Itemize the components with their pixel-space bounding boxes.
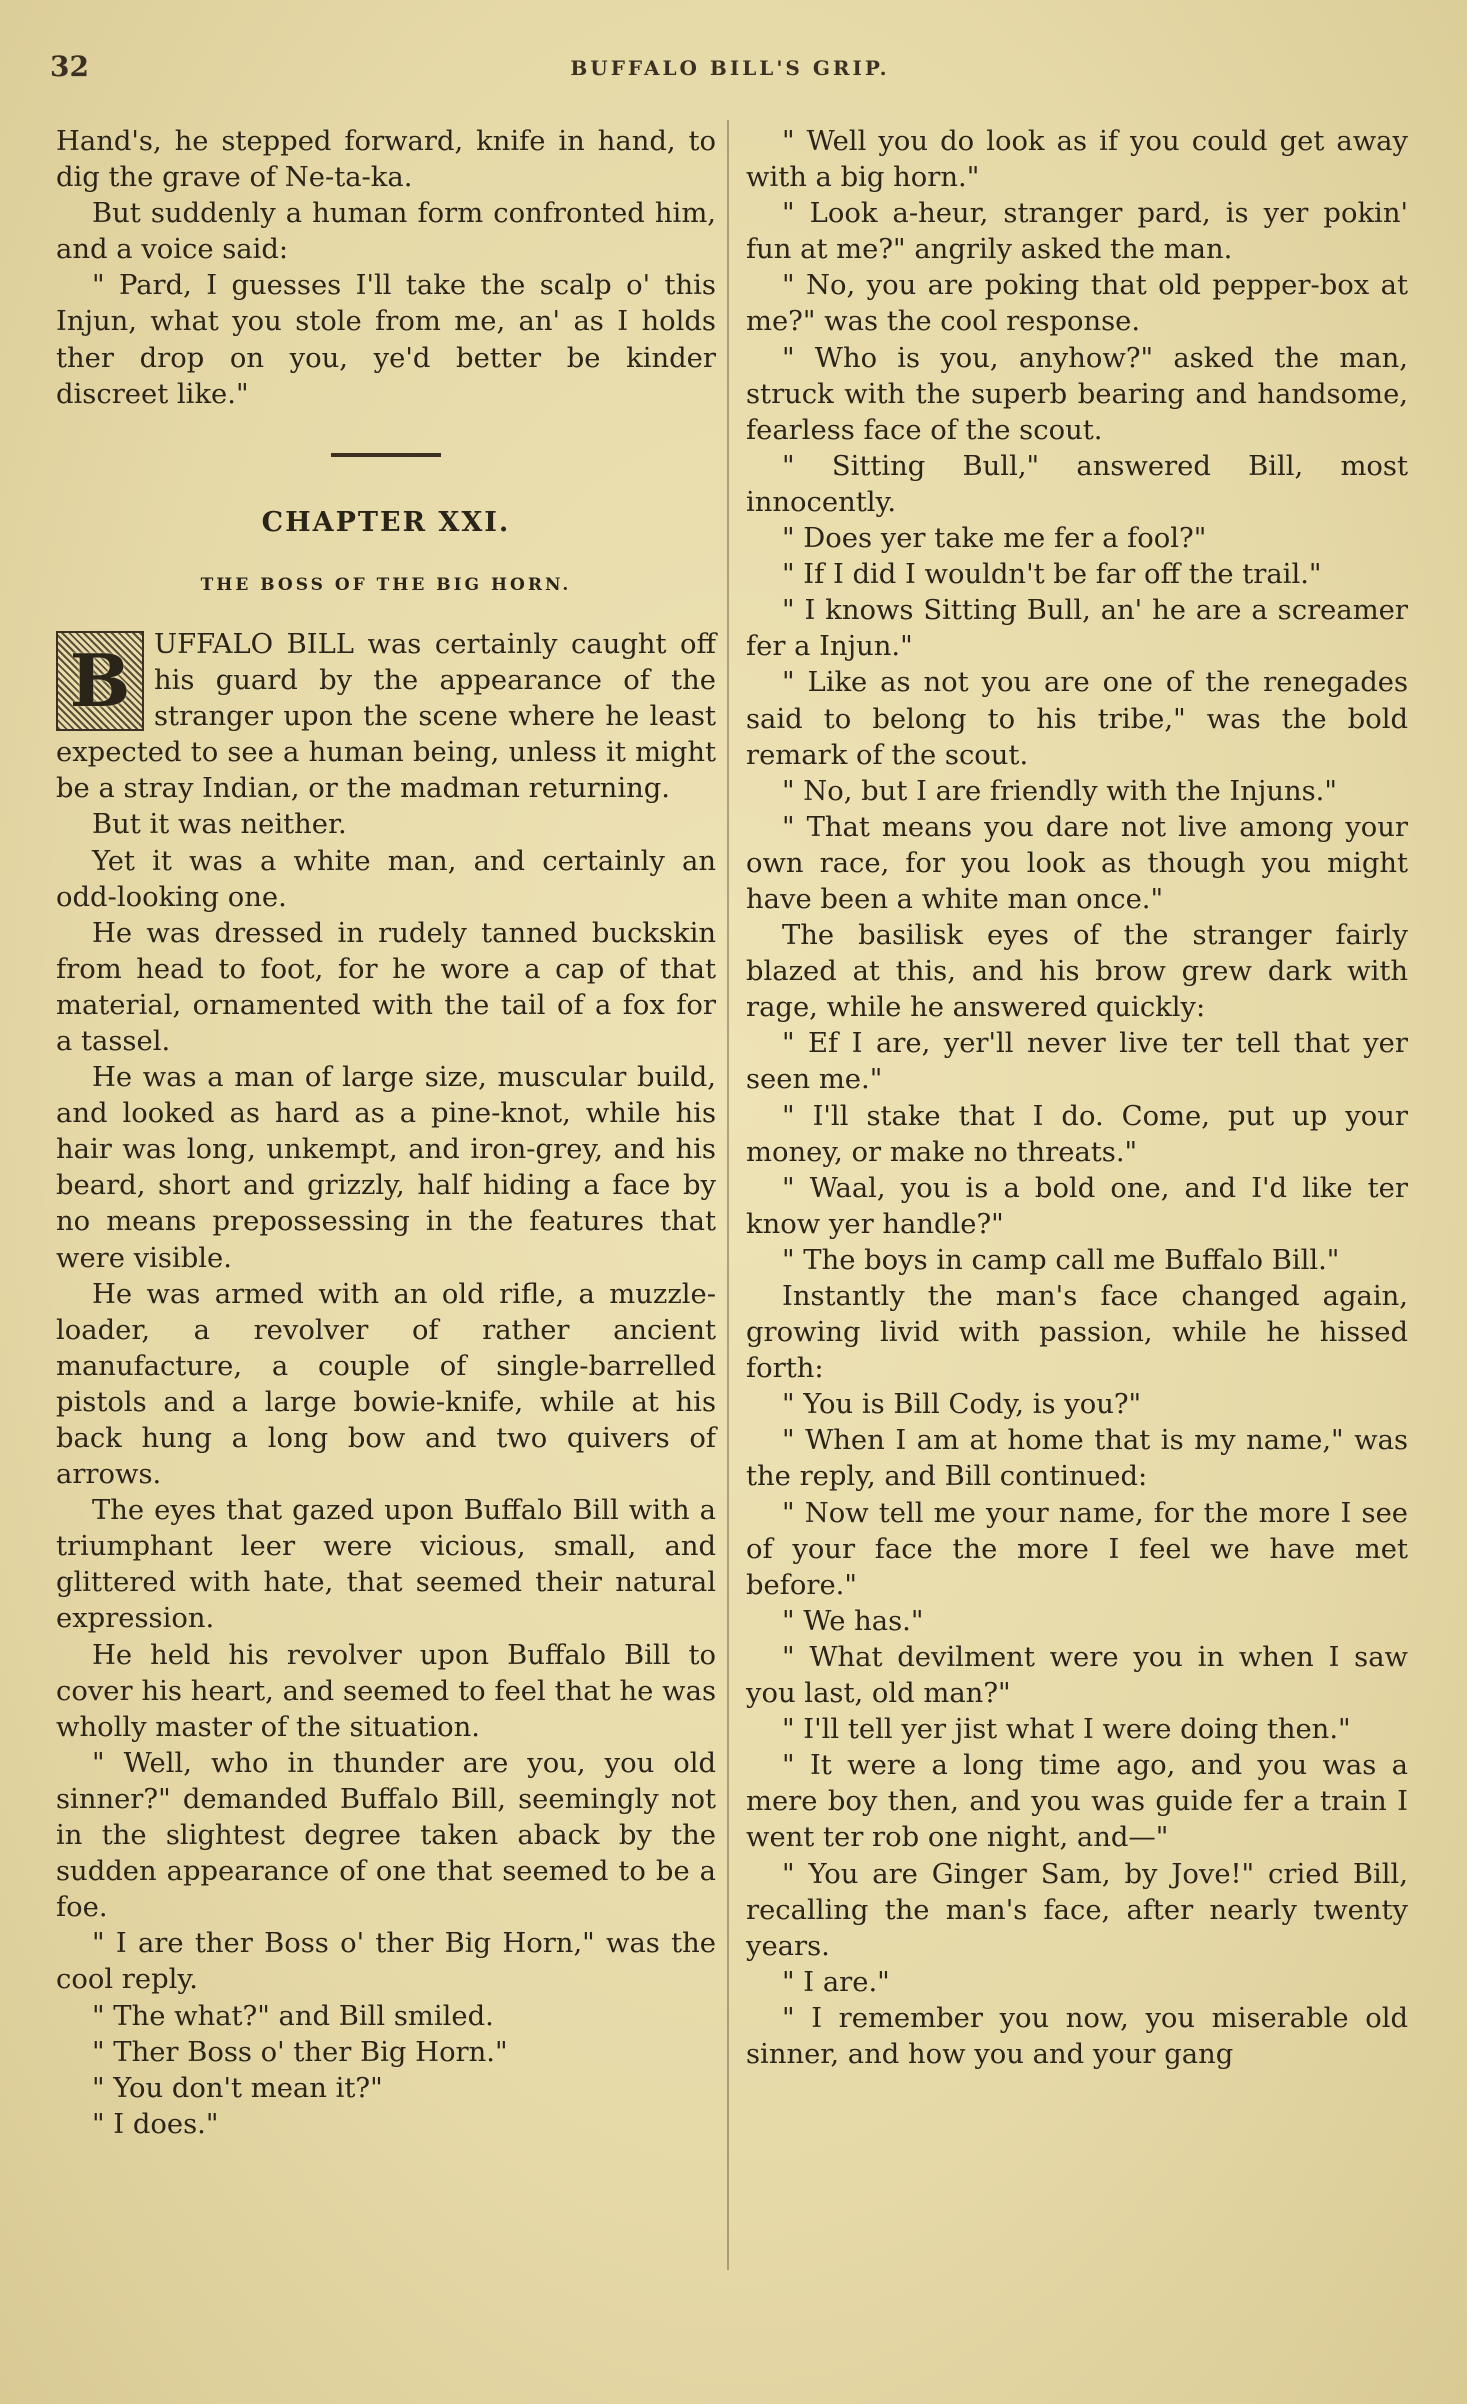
paragraph: He was dressed in rudely tanned buckskin from head to foot, for he wore a cap of that material, ornamented with the tail of a fox for a tassel. <box>56 917 716 1057</box>
paragraph: " Does yer take me fer a fool?" <box>782 523 1207 555</box>
chapter-subtitle: THE BOSS OF THE BIG HORN. <box>200 574 572 595</box>
paragraph: " If I did I wouldn't be far off the trail." <box>782 559 1322 591</box>
column-divider <box>727 120 729 2270</box>
paragraph: " Well, who in thunder are you, you old sinner?" demanded Buffalo Bill, seemingly not in the slightest degree taken aback by the sudden appearance of one that seemed to be a foe. <box>56 1747 716 1924</box>
running-header <box>50 50 1410 90</box>
paragraph: But it was neither. <box>92 809 347 841</box>
chapter-title: CHAPTER XXI. <box>261 506 511 538</box>
paragraph: " What devilment were you in when I saw you last, old man?" <box>746 1641 1408 1710</box>
paragraph: " Ef I are, yer'll never live ter tell that yer seen me." <box>746 1028 1408 1096</box>
left-paragraphs <box>56 807 716 2142</box>
paragraph: " I remember you now, you miserable old sinner, and how you and your gang <box>746 2002 1408 2070</box>
drop-cap-letter: B <box>69 637 131 723</box>
page-number: 32 <box>50 50 89 83</box>
right-column <box>746 124 1408 2073</box>
paragraph: " I are ther Boss o' ther Big Horn," was the cool reply. <box>56 1928 716 1996</box>
paragraph: " Now tell me your name, for the more I see of your face the more I feel we have met before." <box>746 1497 1408 1601</box>
paragraph: " I'll tell yer jist what I were doing then." <box>782 1714 1351 1746</box>
paragraph: Instantly the man's face changed again, growing livid with passion, while he hissed forth: <box>746 1281 1408 1385</box>
paragraph: " Sitting Bull," answered Bill, most innocently. <box>746 450 1408 518</box>
right-paragraphs <box>746 124 1408 2073</box>
paragraph: " I'll stake that I do. Come, put up your money, or make no threats." <box>746 1100 1408 1168</box>
paragraph: " When I am at home that is my name," was the reply, and Bill continued: <box>746 1425 1408 1493</box>
paragraph: " Look a-heur, stranger pard, is yer pokin' fun at me?" angrily asked the man. <box>746 198 1408 266</box>
paragraph: " Waal, you is a bold one, and I'd like ter know yer handle?" <box>746 1172 1408 1240</box>
paragraph: " The boys in camp call me Buffalo Bill." <box>782 1244 1340 1276</box>
paragraph: " Ther Boss o' ther Big Horn." <box>92 2036 508 2068</box>
paragraph: Hand's, he stepped forward, knife in hand, to dig the grave of Ne-ta-ka. <box>56 126 716 194</box>
paragraph: UFFALO BILL was certainly caught off his guard by the appearance of the stranger upon the scene where he least expected to see a human being, unless it might be a stray Indian, or the madman returning. <box>56 628 716 805</box>
running-title: BUFFALO BILL'S GRIP. <box>570 56 890 80</box>
paragraph: " The what?" and Bill smiled. <box>92 2000 494 2032</box>
paragraph: " Like as not you are one of the renegades said to belong to his tribe," was the bold remark of the scout. <box>746 667 1408 771</box>
paragraph: He was a man of large size, muscular build, and looked as hard as a pine-knot, while his hair was long, unkempt, and iron-grey, and his beard, short and grizzly, half hiding a face by no means prepossessing in the features that were visible. <box>56 1062 716 1274</box>
paragraph: But suddenly a human form confronted him, and a voice said: <box>56 198 716 266</box>
paragraph: " No, but I are friendly with the Injuns." <box>782 775 1337 807</box>
paragraph: " It were a long time ago, and you was a mere boy then, and you was guide fer a train I went ter rob one night, and—" <box>746 1750 1408 1854</box>
paragraph: " Who is you, anyhow?" asked the man, struck with the superb bearing and handsome, fearless face of the scout. <box>746 342 1408 446</box>
paragraph: " You is Bill Cody, is you?" <box>782 1389 1142 1421</box>
opening-paragraph <box>56 627 716 807</box>
section-divider <box>331 453 441 457</box>
paragraph: " You are Ginger Sam, by Jove!" cried Bill, recalling the man's face, after nearly twenty years. <box>746 1858 1408 1962</box>
drop-cap <box>56 631 144 731</box>
paragraph: " You don't mean it?" <box>92 2072 383 2104</box>
paragraph: " I does." <box>92 2108 219 2140</box>
paragraph: " I knows Sitting Bull, an' he are a screamer fer a Injun." <box>746 595 1408 663</box>
paragraph: " We has." <box>782 1605 924 1637</box>
paragraph: " That means you dare not live among your own race, for you look as though you might have been a white man once." <box>746 811 1408 915</box>
paragraph: He was armed with an old rifle, a muzzle-loader, a revolver of rather ancient manufacture, a couple of single-barrelled pistols and a large bowie-knife, while at his back hung a long bow and two quivers of arrows. <box>56 1278 716 1491</box>
left-column <box>56 124 716 2143</box>
paragraph: " I are." <box>782 1966 890 1998</box>
paragraph: " No, you are poking that old pepper-box at me?" was the cool response. <box>746 270 1408 338</box>
paragraph: Yet it was a white man, and certainly an odd-looking one. <box>56 845 716 913</box>
paragraph: " Well you do look as if you could get away with a big horn." <box>746 126 1408 194</box>
paragraph: The basilisk eyes of the stranger fairly blazed at this, and his brow grew dark with rage, while he answered quickly: <box>746 920 1408 1024</box>
paragraph: The eyes that gazed upon Buffalo Bill with a triumphant leer were vicious, small, and glittered with hate, that seemed their natural expression. <box>56 1495 716 1635</box>
paragraph: " Pard, I guesses I'll take the scalp o' this Injun, what you stole from me, an' as I holds ther drop on you, ye'd better be kinder discreet like." <box>56 270 716 410</box>
paragraph: He held his revolver upon Buffalo Bill to cover his heart, and seemed to feel that he was wholly master of the situation. <box>56 1639 716 1743</box>
